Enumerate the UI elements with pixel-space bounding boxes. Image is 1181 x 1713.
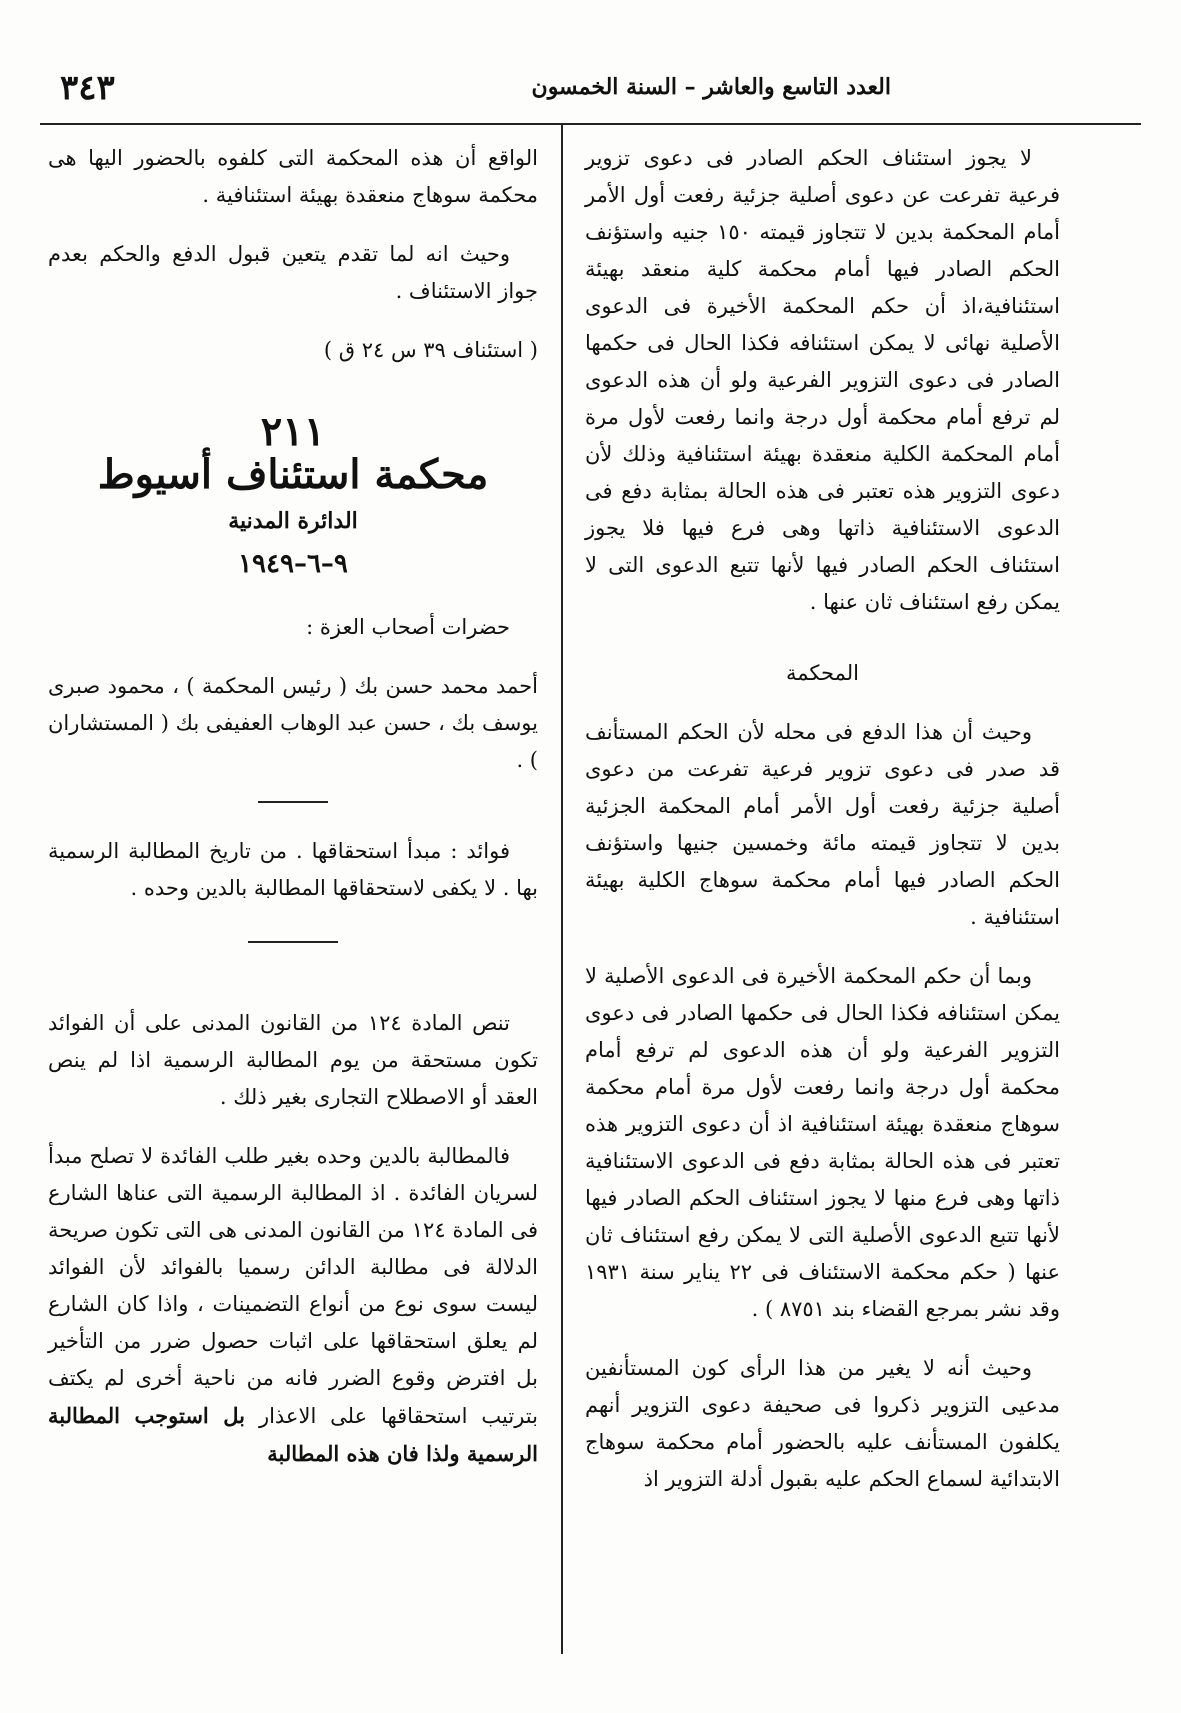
paragraph: الواقع أن هذه المحكمة التى كلفوه بالحضور اليها هى محكمة سوهاج منعقدة بهيئة استئنافية . bbox=[48, 146, 538, 207]
left-column bbox=[48, 140, 538, 1495]
circuit-name: الدائرة المدنية bbox=[228, 508, 358, 534]
judges-list: أحمد محمد حسن بك ( رئيس المحكمة ) ، محمود صبرى يوسف بك ، حسن عبد الوهاب العفيفى بك ( المستشاران ) . bbox=[48, 674, 538, 772]
running-title: العدد التاسع والعاشر – السنة الخمسون bbox=[531, 74, 891, 100]
keywords: فوائد : مبدأ استحقاقها . من تاريخ المطالبة الرسمية بها . لا يكفى لاستحقاقها المطالبة بالدين وحده . bbox=[48, 839, 538, 900]
paragraph: وحيث أن هذا الدفع فى محله لأن الحكم المستأنف قد صدر فى دعوى تزوير فرعية تفرعت من دعوى أصلية جزئية رفعت أول الأمر أمام المحكمة الجزئية بدين لا تتجاوز قيمته مائة وخمسين جنيها واستؤنف الحكم الصادر فيها أمام محكمة سوهاج الكلية بهيئة استئنافية . bbox=[585, 720, 1060, 929]
case-number: ٢١١ bbox=[260, 408, 326, 455]
summary-text-bold: بل استوجب المطالبة الرسمية ولذا فان هذه المطالبة bbox=[48, 1403, 538, 1466]
page-header bbox=[40, 60, 1141, 124]
appeal-citation: ( استئناف ٣٩ س ٢٤ ق ) bbox=[323, 338, 538, 362]
paragraph: وبما أن حكم المحكمة الأخيرة فى الدعوى الأصلية لا يمكن استئنافه فكذا الحال فى حكمها الصادر فى دعوى التزوير الفرعية ولو أن هذه الدعوى لم ترفع أمام محكمة أول درجة وانما رفعت لأول مرة أمام محكمة سوهاج منعقدة بهيئة استئنافية اذ أن دعوى التزوير هذه تعتبر فى هذه الحالة بمثابة دفع فى الدعوى الاستئنافية ذاتها وهى فرع منها لا يجوز استئناف الحكم الصادر فيها لأنها تتبع الدعوى الأصلية التى لا يمكن رفع استئناف ثان عنها ( حكم محكمة الاستئناف فى ٢٢ يناير سنة ١٩٣١ وقد نشر بمرجع القضاء بند ٨٧٥١ ) . bbox=[585, 964, 1060, 1321]
paragraph: وحيث أنه لا يغير من هذا الرأى كون المستأنفين مدعيى التزوير ذكروا فى صحيفة دعوى التزوير أنهم يكلفون المستأنف عليه بالحضور أمام محكمة سوهاج الابتدائية لسماع الحكم عليه بقبول أدلة التزوير اذ bbox=[585, 1356, 1060, 1491]
summary-text: فالمطالبة بالدين وحده بغير طلب الفائدة لا تصلح مبدأ لسريان الفائدة . اذ المطالبة الرسمية التى عناها الشارع فى المادة ١٢٤ من القانون المدنى هى التى تكون صريحة الدلالة فى مطالبة الدائن رسميا بالفوائد لأن الفوائد ليست سوى نوع من أنواع التضمينات ، واذا كان الشارع لم يعلق استحقاقها على اثبات حصول ضرر من التأخير بل افترض وقوع الضرر فانه من ناحية أخرى لم يكتف بترتيب استحقاقها على الاعذار bbox=[48, 1144, 538, 1428]
separator-rule bbox=[248, 941, 338, 943]
header-rule bbox=[40, 123, 1141, 125]
separator-rule bbox=[258, 801, 328, 803]
paragraph: وحيث انه لما تقدم يتعين قبول الدفع والحكم بعدم جواز الاستئناف . bbox=[48, 242, 538, 303]
summary-paragraph bbox=[48, 1138, 538, 1473]
page-number: ٣٤٣ bbox=[60, 68, 115, 108]
column-divider bbox=[561, 124, 563, 1654]
case-date: ٩–٦–١٩٤٩ bbox=[238, 549, 348, 579]
court-name: محكمة استئناف أسيوط bbox=[97, 451, 489, 498]
summary-paragraph: تنص المادة ١٢٤ من القانون المدنى على أن الفوائد تكون مستحقة من يوم المطالبة الرسمية اذا لم ينص العقد أو الاصطلاح التجارى بغير ذلك . bbox=[48, 1011, 538, 1109]
legal-principle: لا يجوز استئناف الحكم الصادر فى دعوى تزوير فرعية تفرعت عن دعوى أصلية جزئية رفعت أول الأمر أمام المحكمة بدين لا تتجاوز قيمته ١٥٠ جنيه واستؤنف الحكم الصادر فيها أمام محكمة كلية منعقد بهيئة استئنافية،اذ أن حكم المحكمة الأخيرة فى الدعوى الأصلية نهائى لا يمكن استئنافه فكذا الحال فى حكمها الصادر فى دعوى التزوير الفرعية ولو أن هذه الدعوى لم ترفع أمام محكمة أول درجة وانما رفعت لأول مرة أمام المحكمة الكلية منعقدة بهيئة استئنافية وذلك لأن دعوى التزوير هذه تعتبر فى هذه الحالة بمثابة دفع فى الدعوى الاستئنافية ذاتها وهى فرع فيها فلا يجوز استئناف الحكم الصادر فيها لأنها تتبع الدعوى التى لا يمكن رفع استئناف ثان عنها . bbox=[585, 146, 1060, 614]
right-column bbox=[585, 140, 1060, 1520]
section-heading-court: المحكمة bbox=[786, 661, 859, 685]
judges-intro: حضرات أصحاب العزة : bbox=[306, 615, 510, 639]
